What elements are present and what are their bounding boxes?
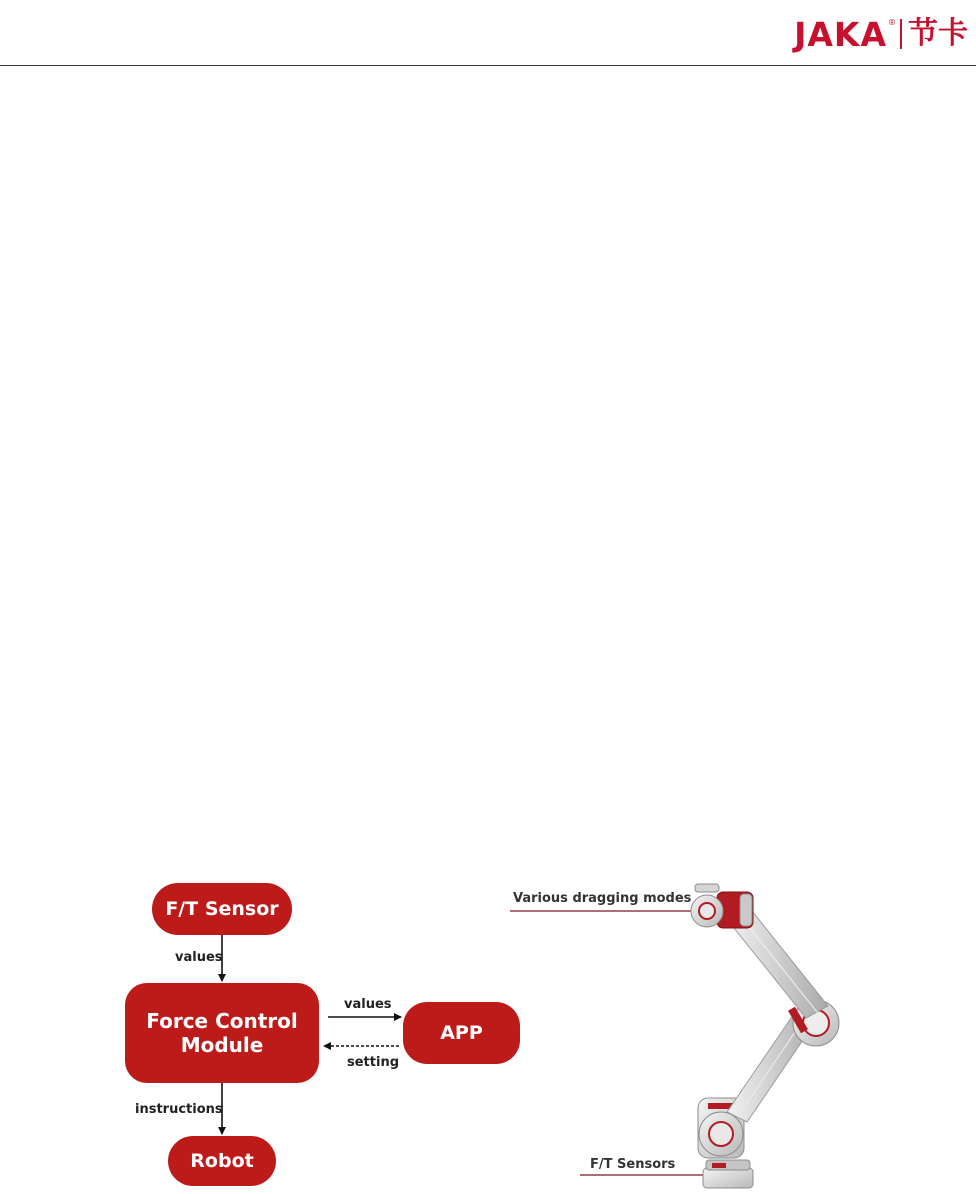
ft-sensor-box bbox=[152, 883, 292, 935]
arrow-label-values-right: values bbox=[344, 997, 392, 1012]
robot-arm-illustration bbox=[691, 884, 839, 1188]
logo-registered-mark: ® bbox=[888, 17, 896, 27]
app-label: APP bbox=[440, 1022, 483, 1044]
callout-ft-sensors: F/T Sensors bbox=[590, 1157, 676, 1172]
ft-sensor-label: F/T Sensor bbox=[165, 898, 279, 920]
force-control-label-line1: Force Control bbox=[146, 1009, 298, 1033]
arrow-label-setting: setting bbox=[347, 1055, 399, 1070]
force-control-label-line2: Module bbox=[180, 1033, 264, 1057]
arrow-label-values-down: values bbox=[175, 950, 223, 965]
robot-label: Robot bbox=[190, 1150, 254, 1172]
robot-box bbox=[168, 1136, 276, 1186]
arrow-label-instructions: instructions bbox=[135, 1102, 223, 1117]
logo-brand-text: JAKA bbox=[794, 14, 887, 54]
logo-chinese-text: 节卡 bbox=[908, 16, 968, 51]
callout-dragging-modes: Various dragging modes bbox=[513, 891, 692, 906]
force-control-module-box bbox=[125, 983, 319, 1083]
robot-base bbox=[703, 1168, 753, 1188]
app-box bbox=[403, 1002, 520, 1064]
